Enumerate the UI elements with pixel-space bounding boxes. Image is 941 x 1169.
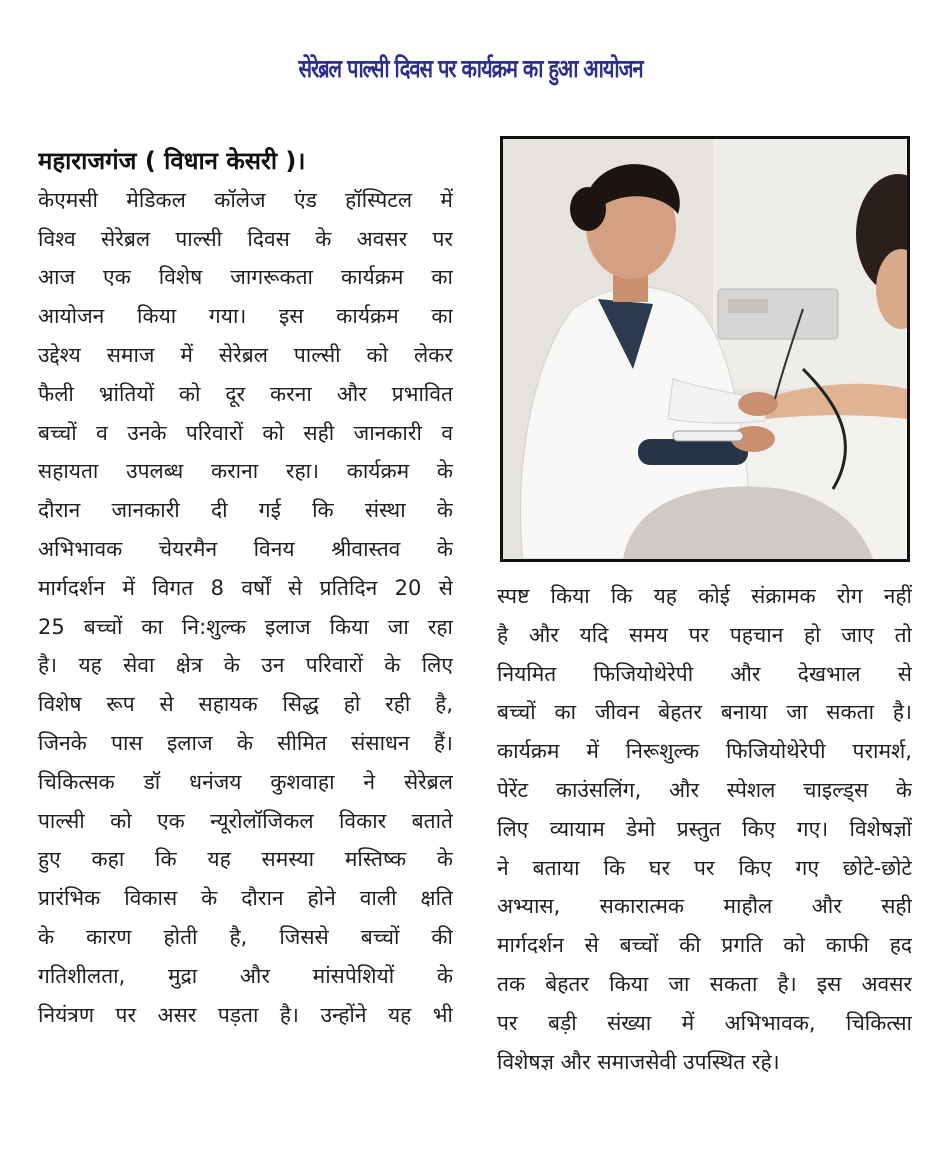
article-line: 25 बच्चों का नि:शुल्क इलाज किया जा रहा bbox=[38, 614, 453, 639]
article-line: प्रारंभिक विकास के दौरान होने वाली क्षति bbox=[38, 886, 453, 911]
right-column bbox=[497, 577, 912, 1081]
article-line: है और यदि समय पर पहचान हो जाए तो bbox=[497, 622, 912, 647]
dateline: महाराजगंज ( विधान केसरी )। bbox=[38, 147, 306, 175]
photo-illustration bbox=[503, 139, 907, 559]
article-line: विशेषज्ञ और समाजसेवी उपस्थित रहे। bbox=[497, 1049, 780, 1074]
article-line: मार्गदर्शन में विगत 8 वर्षों से प्रतिदिन 20 से bbox=[38, 575, 453, 600]
headline: सेरेब्रल पाल्सी दिवस पर कार्यक्रम का हुआ आयोजन bbox=[298, 53, 643, 83]
article-line: स्पष्ट किया कि यह कोई संक्रामक रोग नहीं bbox=[497, 584, 912, 608]
article-line: लिए व्यायाम डेमो प्रस्तुत किए गए। विशेषज्ञों bbox=[497, 816, 912, 841]
article-line: गतिशीलता, मुद्रा और मांसपेशियों के bbox=[38, 963, 453, 988]
article-line: आज एक विशेष जागरूकता कार्यक्रम का bbox=[38, 265, 453, 290]
article-line: मार्गदर्शन से बच्चों की प्रगति को काफी हद bbox=[497, 933, 912, 958]
article-line: जिनके पास इलाज के सीमित संसाधन हैं। bbox=[38, 730, 453, 755]
article-line: विशेष रूप से सहायक सिद्ध हो रही है, bbox=[38, 692, 453, 717]
article-line: पर बड़ी संख्या में अभिभावक, चिकित्सा bbox=[497, 1010, 912, 1035]
article-line: अभिभावक चेयरमैन विनय श्रीवास्तव के bbox=[38, 536, 453, 561]
article-line: ने बताया कि घर पर किए गए छोटे-छोटे bbox=[497, 855, 912, 880]
article-line: कार्यक्रम में निरूशुल्क फिजियोथेरेपी परामर्श, bbox=[497, 739, 912, 764]
article-line: उद्देश्य समाज में सेरेब्रल पाल्सी को लेकर bbox=[38, 342, 453, 367]
article-line: दौरान जानकारी दी गई कि संस्था के bbox=[38, 498, 453, 523]
article-line: पेरेंट काउंसलिंग, और स्पेशल चाइल्ड्स के bbox=[497, 777, 912, 802]
article-line: सहायता उपलब्ध कराना रहा। कार्यक्रम के bbox=[38, 459, 453, 484]
article-line: है। यह सेवा क्षेत्र के उन परिवारों के लिए bbox=[38, 653, 453, 678]
article-line: के कारण होती है, जिससे बच्चों की bbox=[38, 924, 453, 949]
left-column bbox=[38, 142, 453, 1034]
article-line: नियमित फिजियोथेरेपी और देखभाल से bbox=[497, 661, 912, 686]
article-line: अभ्यास, सकारात्मक माहौल और सही bbox=[497, 894, 912, 919]
article-line: फैली भ्रांतियों को दूर करना और प्रभावित bbox=[38, 381, 453, 406]
article-photo bbox=[500, 136, 910, 562]
article-line: बच्चों का जीवन बेहतर बनाया जा सकता है। bbox=[497, 700, 912, 725]
article-line: चिकित्सक डॉ धनंजय कुशवाहा ने सेरेब्रल bbox=[38, 769, 453, 794]
article-line: नियंत्रण पर असर पड़ता है। उन्होंने यह भी bbox=[38, 1002, 453, 1027]
article-line: बच्चों व उनके परिवारों को सही जानकारी व bbox=[38, 420, 453, 445]
article-line: पाल्सी को एक न्यूरोलॉजिकल विकार बताते bbox=[38, 808, 453, 833]
article-line: विश्व सेरेब्रल पाल्सी दिवस के अवसर पर bbox=[38, 226, 453, 251]
article-line: तक बेहतर किया जा सकता है। इस अवसर bbox=[497, 971, 912, 996]
article-line: आयोजन किया गया। इस कार्यक्रम का bbox=[38, 304, 453, 329]
article-line: केएमसी मेडिकल कॉलेज एंड हॉस्पिटल में bbox=[38, 187, 453, 212]
article-line: हुए कहा कि यह समस्या मस्तिष्क के bbox=[38, 847, 453, 872]
